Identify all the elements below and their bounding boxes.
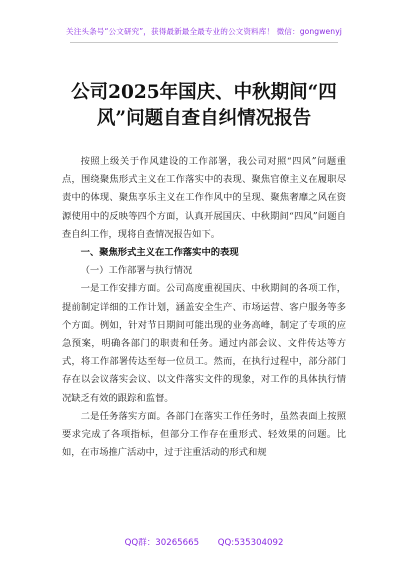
subsection-heading-1: （一）工作部署与执行情况 <box>80 265 193 277</box>
document-title <box>60 80 348 132</box>
body-paragraph-1: 一是工作安排方面。公司高度重视国庆、中秋期间的各项工作，提前制定详细的工作计划，涵盖安全生产、市场运营、客户服务等多个方面。例如，针对节日期间可能出现的业务高峰，制定了专项的应急预案，明确各部门的职责和任务。通过内部会议、文件传达等方式，将工作部署传达至每一位员工。然而，在执行过程中，部分部门存在以会议落实会议、以文件落实文件的现象，对工作的具体执行情况缺乏有效的跟踪和监督。 <box>62 283 346 404</box>
document-body <box>62 153 346 462</box>
footer-qq: QQ:535304092 <box>217 538 284 548</box>
body-paragraph-2: 二是任务落实方面。各部门在落实工作任务时，虽然表面上按照要求完成了各项指标，但部分工作存在重形式、轻效果的问题。比如，在市场推广活动中，过于注重活动的形式和规 <box>62 410 346 459</box>
footer-contact <box>0 536 408 548</box>
title-line-1: 公司2025年国庆、中秋期间“四 <box>71 82 337 103</box>
title-line-2: 风”问题自查自纠情况报告 <box>96 108 312 129</box>
intro-paragraph: 按照上级关于作风建设的工作部署，我公司对照“四风”问题重点，围绕聚焦形式主义在工作落实中的表现、聚焦官僚主义在履职尽责中的体现、聚焦享乐主义在工作作风中的呈现、聚焦奢靡之风在资源使用中的反映等四个方面，认真开展国庆、中秋期间“四风”问题自查自纠工作，现将自查情况报告如下。 <box>62 156 346 240</box>
footer-qq-group: QQ群：30265665 <box>124 538 200 548</box>
section-heading-1: 一、聚焦形式主义在工作落实中的表现 <box>80 247 239 259</box>
header-banner: 关注头条号“公文研究”，获得最新最全最专业的公文资料库！ 微信：gongwenyj <box>66 27 342 36</box>
header-divider <box>70 42 338 43</box>
